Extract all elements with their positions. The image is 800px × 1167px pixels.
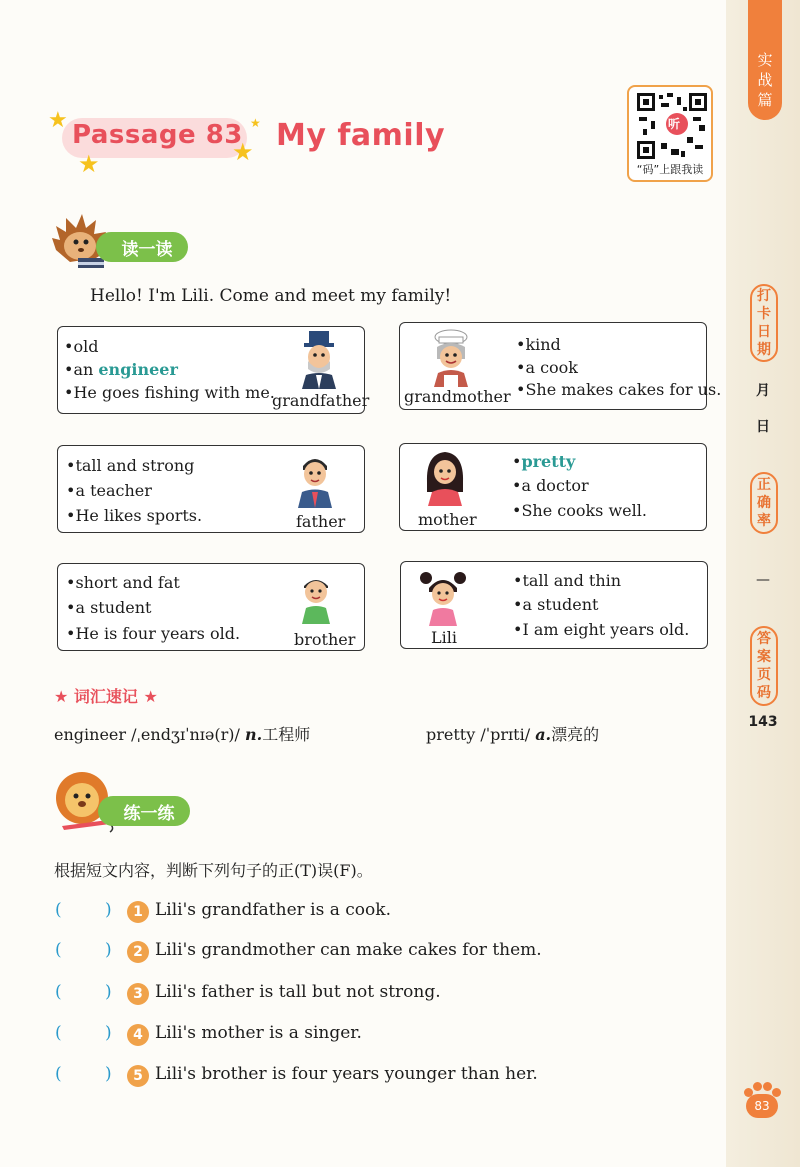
card-line-text: tall and strong [75,456,195,475]
family-card-father [57,445,365,533]
question-row [55,1023,675,1047]
grandfather-avatar [296,331,342,389]
card-line: •a student [66,598,152,617]
card-line: •He is four years old. [66,624,241,643]
family-card-lili [400,561,708,649]
checkin-char: 卡 [757,306,771,322]
section-tab-char: 实 [757,51,773,69]
family-card-brother [57,563,365,651]
paw-toe [753,1082,762,1091]
family-card-grandmother [399,322,722,410]
card-name: brother [294,630,356,649]
answer-blank-close: ) [105,940,112,960]
card-line-text: old [73,337,99,356]
card-line: •a teacher [66,481,152,500]
intro-text: Hello! I'm Lili. Come and meet my family! [90,286,452,306]
answer-blank-close: ) [105,1064,112,1084]
card-line-text: kind [525,335,561,354]
answer-page-char: 答 [757,631,771,647]
card-line-text: a doctor [521,476,589,495]
question-row [55,1064,675,1088]
vocab-phonetic: /ˈprɪti/ [480,725,531,744]
section-tab-char: 篇 [757,91,773,109]
paw-page-badge [742,1082,782,1120]
card-name: father [296,512,346,531]
checkin-char: 打 [757,288,771,304]
card-line: •tall and strong [66,456,195,475]
answer-blank-close: ) [105,982,112,1002]
question-number: 5 [127,1065,149,1087]
vocab-meaning: 漂亮的 [551,725,600,744]
card-line-text: I am eight years old. [522,620,690,639]
question-number: 4 [127,1024,149,1046]
question-number: 1 [127,901,149,923]
answer-blank-open[interactable]: ( [55,982,62,1002]
qr-listen-badge: 听 [668,117,681,131]
answer-blank-open[interactable]: ( [55,1064,62,1084]
card-line: •old [64,337,99,356]
answer-page-char: 页 [757,667,771,683]
card-line-text: She cooks well. [521,501,647,520]
star-icon: ★ [78,150,100,178]
answer-page-number: 143 [748,714,778,730]
card-line: •a cook [516,358,578,377]
card-line: •a student [513,595,599,614]
answer-blank-open[interactable]: ( [55,900,62,920]
card-line: •He likes sports. [66,506,203,525]
question-number: 3 [127,983,149,1005]
vocab-word: engineer [54,725,127,744]
vocab-item-engineer [54,722,310,745]
family-card-mother [399,443,707,531]
month-label: 月 [756,383,770,399]
vocab-heading: ★ 词汇速记 ★ [54,687,158,706]
star-icon: ★ [232,138,254,166]
answer-blank-close: ) [105,900,112,920]
page-number: 83 [746,1094,778,1118]
star-icon: ★ [48,108,68,133]
card-name: Lili [431,628,457,647]
question-text: Lili's mother is a singer. [155,1023,362,1043]
card-line-text: tall and thin [522,571,622,590]
card-line: •short and fat [66,573,180,592]
card-line: •tall and thin [513,571,622,590]
checkin-char: 日 [757,324,771,340]
question-row [55,982,675,1006]
highlight-word: pretty [521,452,576,471]
card-line: •I am eight years old. [513,620,690,639]
card-line-text: He likes sports. [75,506,203,525]
question-number: 2 [127,941,149,963]
right-sidebar [726,0,800,1167]
checkin-date-label [750,284,778,362]
vocab-pos: a. [535,725,552,744]
vocab-word: pretty [426,725,476,744]
card-name: mother [418,510,477,529]
paw-toe [763,1082,772,1091]
lili-avatar [419,568,467,626]
section-tab [748,0,782,120]
page-title: My family [276,118,446,153]
star-icon: ★ [250,116,261,130]
accuracy-dash: — [756,572,770,588]
card-line: •kind [516,335,561,354]
accuracy-char: 率 [757,513,771,529]
checkin-char: 期 [757,342,771,358]
card-line-text: a student [75,598,152,617]
question-row [55,900,675,924]
card-line-text: He goes fishing with me. [73,383,275,402]
vocab-phonetic: /ˌendʒɪˈnɪə(r)/ [131,725,240,744]
vocab-item-pretty [426,722,599,745]
card-line: •He goes fishing with me. [64,383,275,402]
card-line-text: a teacher [75,481,152,500]
card-line: •a doctor [512,476,589,495]
card-name: grandmother [404,387,511,406]
card-line-text: She makes cakes for us. [525,380,722,399]
vocab-meaning: 工程师 [262,725,311,744]
answer-page-char: 案 [757,649,771,665]
read-section-label: 读一读 [96,232,188,262]
accuracy-label [750,472,778,534]
question-text: Lili's grandmother can make cakes for them. [155,940,542,960]
brother-avatar [298,572,334,624]
answer-blank-close: ) [105,1023,112,1043]
card-line-text: He is four years old. [75,624,241,643]
question-row [55,940,675,964]
question-text: Lili's brother is four years younger than her. [155,1064,538,1084]
card-line: •She cooks well. [512,501,647,520]
question-text: Lili's father is tall but not strong. [155,982,441,1002]
passage-label: Passage 83 [72,120,243,150]
question-text: Lili's grandfather is a cook. [155,900,391,920]
card-line-text: short and fat [75,573,180,592]
qr-code[interactable] [627,85,713,182]
answer-page-char: 码 [757,685,771,701]
mother-avatar [422,448,468,506]
accuracy-char: 正 [757,477,771,493]
card-name: grandfather [272,391,370,410]
card-line: •She makes cakes for us. [516,380,722,399]
accuracy-char: 确 [757,495,771,511]
card-line: •pretty [512,452,576,471]
practice-section-label: 练一练 [98,796,190,826]
family-card-grandfather [57,326,370,414]
grandmother-avatar [428,329,474,387]
answer-blank-open[interactable]: ( [55,940,62,960]
answer-page-label [750,626,778,706]
practice-instruction: 根据短文内容，判断下列句子的正(T)误(F)。 [54,861,373,880]
card-line-text: a student [522,595,599,614]
section-tab-char: 战 [757,71,773,89]
father-avatar [294,452,336,508]
vocab-pos: n. [244,725,263,744]
card-line-text: a cook [525,358,578,377]
answer-blank-open[interactable]: ( [55,1023,62,1043]
highlight-word: engineer [98,360,178,379]
qr-caption: “码”上跟我读 [636,163,704,176]
card-line: •an engineer [64,360,178,379]
day-label: 日 [756,419,770,435]
